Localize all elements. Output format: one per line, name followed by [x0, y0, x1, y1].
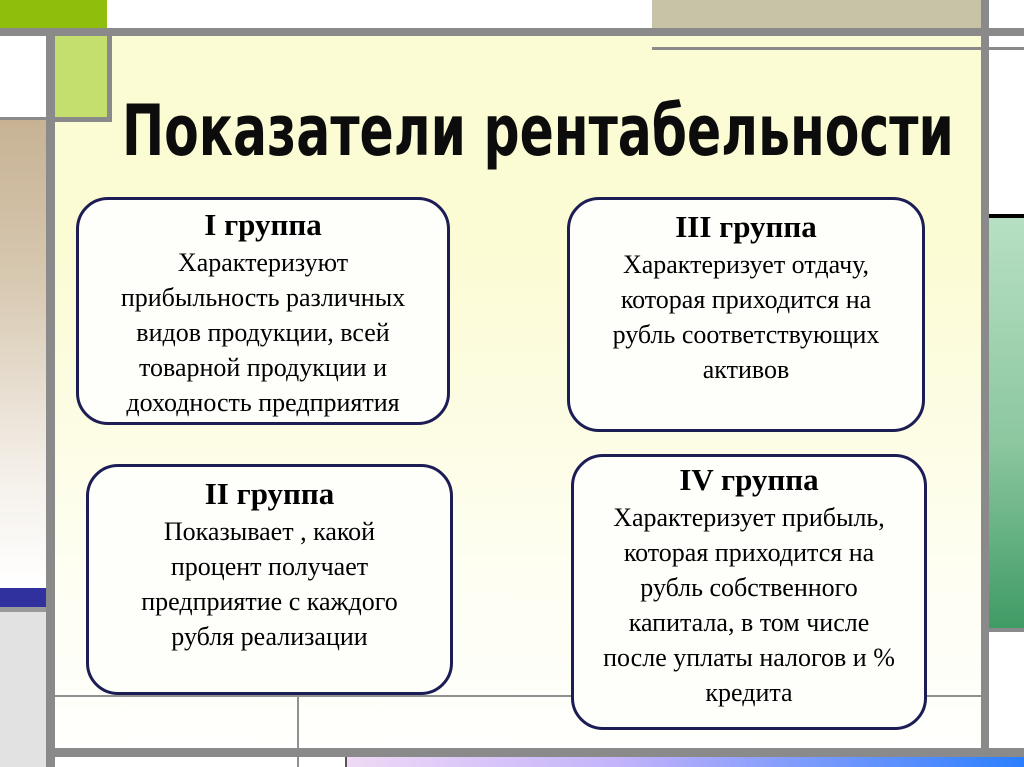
group-1-body: Характеризуют прибыльность различных видов продукции, всей товарной продукции и доходность предприятия — [120, 248, 406, 417]
right-green-panel-underline — [989, 628, 1024, 632]
group-3-heading: III группа — [675, 209, 817, 244]
group-2-heading: II группа — [204, 476, 335, 511]
group-box-2 — [86, 464, 453, 695]
left-sidebar-gray-block — [0, 612, 46, 767]
top-left-light-green-square — [55, 36, 107, 117]
right-frame-bar — [981, 0, 989, 758]
bottom-frame-bar — [46, 748, 1024, 757]
top-left-green-block — [0, 0, 107, 28]
left-frame-line — [46, 28, 55, 767]
group-box-3 — [567, 197, 925, 432]
square-right-frame-line — [107, 28, 112, 122]
group-3-body: Характеризует отдачу, которая приходится на рубль соответствующих активов — [612, 250, 880, 384]
slide-title: Показатели рентабельности — [122, 90, 954, 172]
group-box-1 — [76, 197, 450, 425]
group-4-body: Характеризует прибыль, которая приходится на рубль собственного капитала, в том числе после уплаты налогов и % кредита — [603, 503, 895, 707]
tan-block-underline — [652, 47, 1024, 50]
bottom-gradient-strip — [347, 757, 1024, 767]
left-sidebar-blue-band — [0, 588, 46, 607]
top-right-tan-block — [652, 0, 981, 28]
top-frame-bar — [0, 28, 1024, 36]
left-sidebar-tan-gradient — [0, 120, 46, 588]
group-4-heading: IV группа — [679, 462, 819, 497]
group-1-heading: I группа — [204, 207, 322, 242]
group-2-body: Показывает , какой процент получает предприятие с каждого рубля реализации — [141, 517, 398, 651]
group-box-4 — [571, 454, 927, 730]
right-green-gradient-panel — [989, 218, 1024, 628]
